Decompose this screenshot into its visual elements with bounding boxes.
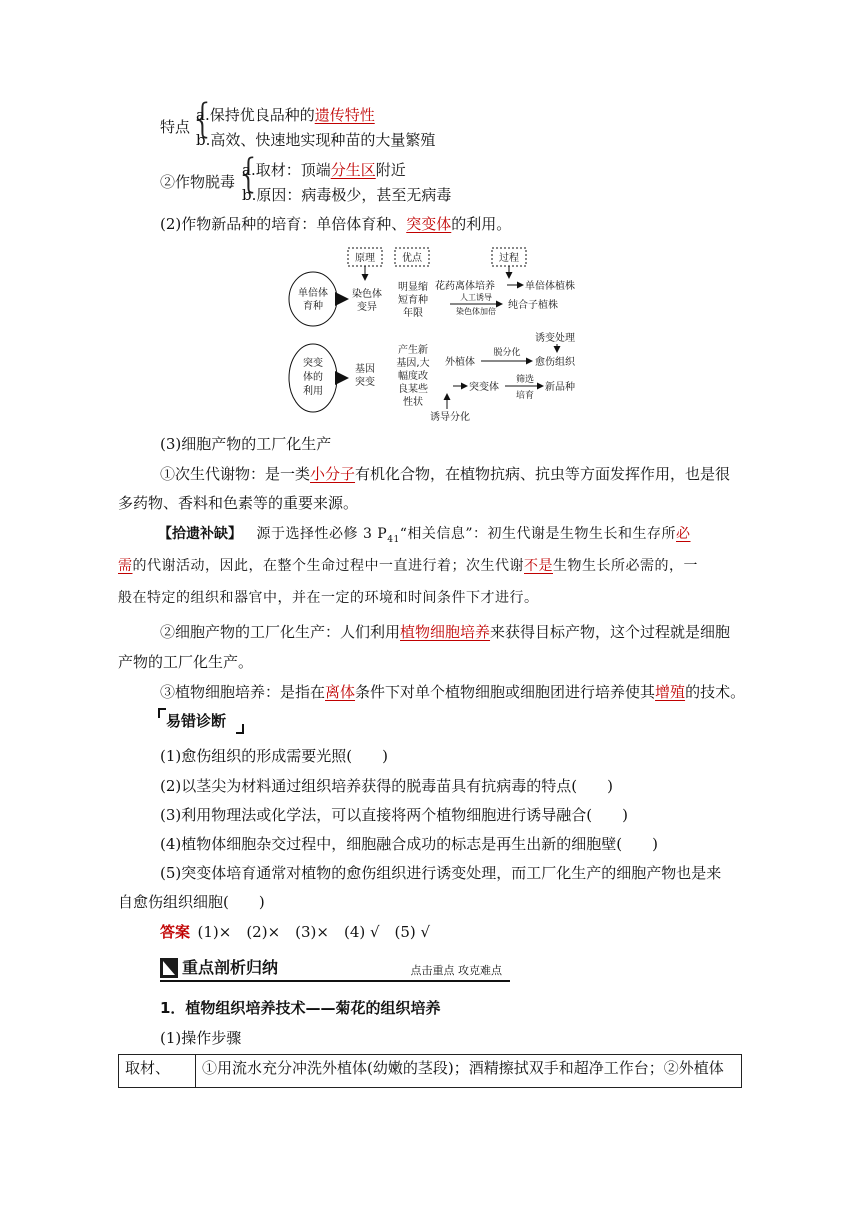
mutant-mutant: 突变体 <box>469 382 499 393</box>
mutant-dediff: 脱分化 <box>493 348 521 358</box>
supplement-line3: 般在特定的组织和器官中，并在一定的环境和时间条件下才进行。 <box>118 590 539 606</box>
document-page: 特点 { a.保持优良品种的遗传特性 b.高效、快速地实现种苗的大量繁殖 ②作物脱毒 { a.取材：顶端分生区附近 b.原因：病毒极少，甚至无病毒 (2)作物新品种的培育：单倍体育种、突变体的利用。 原理 优点 过程 单倍体 育种 染色体 变异 明显缩 短育种 年限 花药离体培养 单倍体植株 人工诱导 染色体加倍 纯合子植株 突变 体的 利用 基因 突变 产生新 基因,大 幅度改 良某些 性状 诱变处理 外植体 脱分化 愈伤组织 突变体 筛选 培育 新品种 诱导分化 (3)细胞产物的工厂化生产 ①次生代谢物：是一类小分子有机化合物，在植物抗病、抗虫等方面发挥作用，也是很 多药物、香料和色素等的重要来源。 【拾遗补缺】 源于选择性必修 3 $P_{41}“$相关信息”：初生代谢是生物生长和生存所必 需的代谢活动，因此，在整个生命过程中一直进行着；次生代谢不是生物生长所必需的，一 般在特定的组织和器官中，并在一定的环境和时间条件下才进行。 ②细胞产物的工厂化生产：人们利用植物细胞培养来获得目标产物，这个过程就是细胞 产物的工厂化生产。 ③植物细胞培养：是指在离体条件下对单个植物细胞或细胞团进行培养使其增殖的技术。 易错诊断 (1)愈伤组织的形成需要光照( ) (2)以茎尖为材料通过组织培养获得的脱毒苗具有抗病毒的特点( ) (3)利用物理法或化学法，可以直接将两个植物细胞进行诱导融合( ) (4)植物体细胞杂交过程中，细胞融合成功的标志是再生出新的细胞壁( ) (5)突变体培育通常对植物的愈伤组织进行诱变处理，而工厂化生产的细胞产物也是来 自愈伤组织细胞( ) 答案 (1)× (2)× (3)× (4) √ (5) √ 重点剖析归纳 点击重点 攻克难点 1．植物组织培养技术——菊花的组织培养 (1)操作步骤 取材、 ①用流水充分冲洗外植体(幼嫩的茎段)；酒精擦拭双手和超净工作台；②外植体 <box>0 0 860 1216</box>
haploid-adv-line1: 明显缩 <box>398 282 428 293</box>
factory-line1: ②细胞产物的工厂化生产：人们利用植物细胞培养来获得目标产物，这个过程就是细胞 <box>160 623 731 641</box>
technique-heading: 1．植物组织培养技术——菊花的组织培养 <box>160 999 441 1017</box>
mutant-adv-line2: 基因,大 <box>396 358 430 369</box>
haploid-principle-line2: 变异 <box>357 302 377 313</box>
mutant-adv-line1: 产生新 <box>398 345 428 356</box>
diagnosis-item-4: (4)植物体细胞杂交过程中，细胞融合成功的标志是再生出新的细胞壁( ) <box>160 835 658 853</box>
features-b: b.高效、快速地实现种苗的大量繁殖 <box>196 131 436 149</box>
supplement-line2: 需的代谢活动，因此，在整个生命过程中一直进行着；次生代谢不是生物生长所必需的，一 <box>118 558 698 574</box>
haploid-step2-result: 纯合子植株 <box>508 300 558 311</box>
diagnosis-item-1: (1)愈伤组织的形成需要光照( ) <box>160 747 388 765</box>
answer-line: 答案 (1)× (2)× (3)× (4) √ (5) √ <box>160 923 431 941</box>
process-header: 过程 <box>499 253 519 264</box>
breeding-diagram <box>285 244 595 424</box>
haploid-adv-line3: 年限 <box>403 308 423 319</box>
diagnosis-item-2: (2)以茎尖为材料通过组织培养获得的脱毒苗具有抗病毒的特点( ) <box>160 777 613 795</box>
section-header <box>160 956 510 982</box>
diagnosis-item-5-cont: 自愈伤组织细胞( ) <box>118 893 265 911</box>
haploid-adv-line2: 短育种 <box>398 295 428 306</box>
mutant-adv-line5: 性状 <box>403 397 423 408</box>
section-rule <box>160 980 510 982</box>
secondary-metabolite-line2: 多药物、香料和色素等的重要来源。 <box>118 494 359 512</box>
steps-heading: (1)操作步骤 <box>160 1029 242 1047</box>
mutant-principle-line2: 突变 <box>355 377 375 388</box>
mutant-screen: 筛选 <box>515 375 535 385</box>
new-variety-line: (2)作物新品种的培育：单倍体育种、突变体的利用。 <box>160 215 512 233</box>
haploid-arrow-bottom: 染色体加倍 <box>456 307 496 316</box>
mutant-circle-line3: 利用 <box>303 386 323 397</box>
mutant-callus: 愈伤组织 <box>535 357 575 368</box>
haploid-circle-line1: 单倍体 <box>298 288 328 299</box>
haploid-circle-line2: 育种 <box>303 301 323 312</box>
principle-header: 原理 <box>355 253 375 264</box>
supplement-line1: 【拾遗补缺】 源于选择性必修 3 $P_{41}“$相关信息”：初生代谢是生物生长和生存所必 <box>158 526 691 545</box>
table-row <box>119 1055 742 1088</box>
section-marker-icon <box>160 958 178 978</box>
detox-label: ②作物脱毒 <box>160 173 236 191</box>
mutant-circle-line1: 突变 <box>303 358 323 369</box>
diagnosis-item-5: (5)突变体培育通常对植物的愈伤组织进行诱变处理，而工厂化生产的细胞产物也是来 <box>160 864 722 882</box>
features-a: a.保持优良品种的遗传特性 <box>196 106 375 124</box>
section-subtitle: 点击重点 攻克难点 <box>410 964 502 977</box>
advantage-header: 优点 <box>402 253 422 264</box>
mutant-adv-line3: 幅度改 <box>398 371 428 382</box>
steps-table <box>118 1054 742 1088</box>
factory-line2: 产物的工厂化生产。 <box>118 653 254 671</box>
haploid-circle <box>289 272 337 326</box>
mutant-adv-line4: 良某些 <box>398 384 428 395</box>
features-label: 特点 <box>160 118 191 136</box>
mutant-explant: 外植体 <box>445 357 475 368</box>
detox-b: b.原因：病毒极少，甚至无病毒 <box>242 186 452 204</box>
mutant-induce: 诱导分化 <box>430 412 470 423</box>
plant-cell-culture-line: ③植物细胞培养：是指在离体条件下对单个植物细胞或细胞团进行培养使其增殖的技术。 <box>160 683 746 701</box>
detox-brace: { <box>236 151 262 197</box>
section-title: 重点剖析归纳 <box>182 958 279 977</box>
mutant-mut-treatment: 诱变处理 <box>535 333 575 344</box>
cell-products-heading: (3)细胞产物的工厂化生产 <box>160 435 332 453</box>
secondary-metabolite-line1: ①次生代谢物：是一类小分子有机化合物，在植物抗病、抗虫等方面发挥作用，也是很 <box>160 465 731 483</box>
haploid-arrow-top: 人工诱导 <box>460 293 492 302</box>
mutant-cultivate: 培育 <box>515 391 535 401</box>
diagnosis-item-3: (3)利用物理法或化学法，可以直接将两个植物细胞进行诱导融合( ) <box>160 806 628 824</box>
features-brace: { <box>190 96 216 142</box>
table-cell-description: ①用流水充分冲洗外植体(幼嫩的茎段)；酒精擦拭双手和超净工作台；②外植体 <box>196 1055 742 1088</box>
haploid-principle-line1: 染色体 <box>352 289 382 300</box>
mutant-principle-line1: 基因 <box>355 364 375 375</box>
haploid-step1: 花药离体培养 <box>435 281 495 292</box>
haploid-step1-result: 单倍体植株 <box>525 281 575 292</box>
mutant-new-variety: 新品种 <box>545 382 575 393</box>
mutant-circle-line2: 体的 <box>303 372 323 383</box>
table-cell-step: 取材、 <box>119 1055 196 1088</box>
detox-a: a.取材：顶端分生区附近 <box>242 161 406 179</box>
